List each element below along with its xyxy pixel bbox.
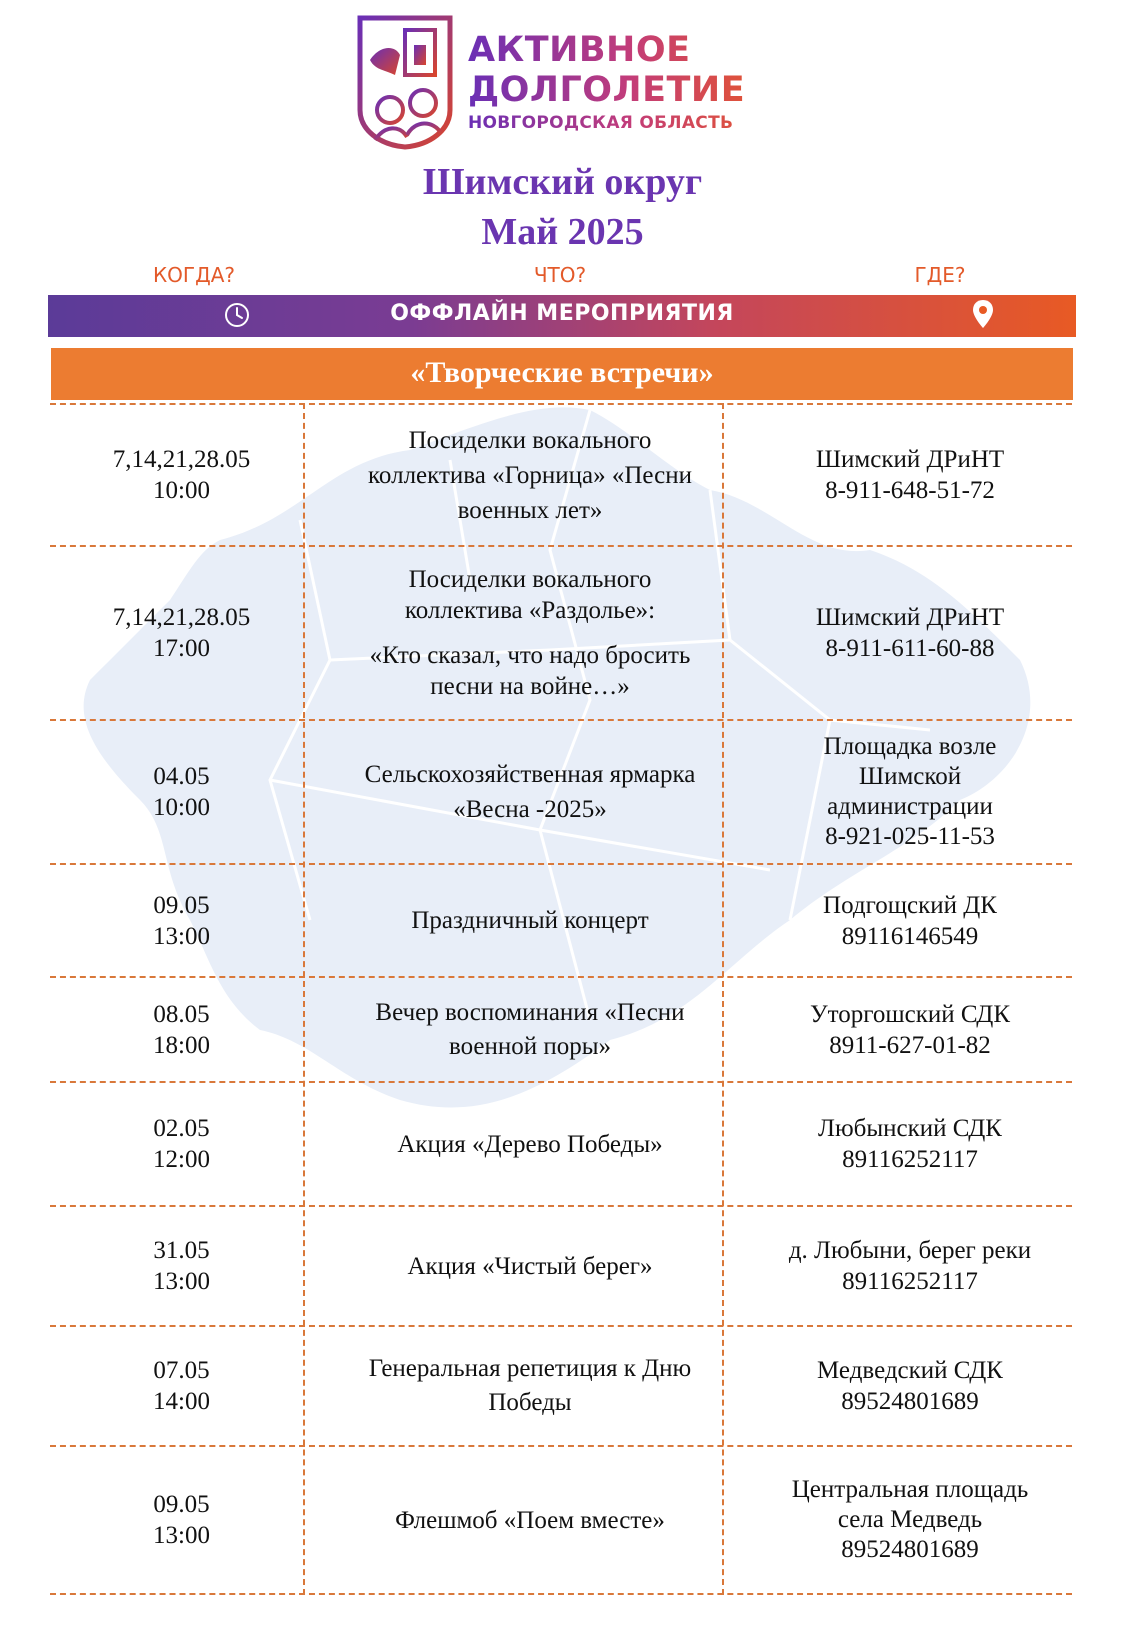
event-when: [50, 978, 313, 1081]
event-venue: села Медведь: [837, 1506, 983, 1533]
event-title-line: Посиделки вокального: [408, 566, 652, 593]
column-header-when: КОГДА?: [152, 263, 236, 287]
event-phone: 89524801689: [841, 1536, 979, 1563]
event-where: [748, 405, 1072, 545]
event-date: 7,14,21,28.05: [112, 446, 251, 473]
event-what: [315, 1447, 745, 1593]
event-title-line: Акция «Дерево Победы»: [397, 1130, 663, 1158]
event-what: [315, 547, 745, 719]
event-when: [50, 1447, 313, 1593]
location-pin-icon: [971, 299, 995, 329]
event-date: 09.05: [153, 1491, 210, 1518]
event-when: [50, 547, 313, 719]
event-venue: администрации: [827, 793, 993, 820]
event-title-line: коллектива «Раздолье»:: [404, 597, 656, 624]
event-what: [315, 721, 745, 863]
section-header: [51, 348, 1073, 400]
event-venue: Подгощский ДК: [823, 891, 997, 919]
event-title-line: коллектива «Горница» «Песни: [368, 461, 692, 489]
event-title-line: Флешмоб «Поем вместе»: [395, 1506, 665, 1534]
event-when: [50, 865, 313, 976]
event-title-line: Праздничный концерт: [411, 907, 649, 934]
banner-label: ОФФЛАЙН МЕРОПРИЯТИЯ: [390, 301, 734, 326]
event-date: 7,14,21,28.05: [112, 604, 251, 631]
event-time: 13:00: [153, 1268, 210, 1295]
event-phone: 8-921-025-11-53: [825, 823, 995, 850]
event-where: [748, 1447, 1072, 1593]
table-row: [50, 865, 1072, 976]
event-title-line: «Весна -2025»: [453, 796, 607, 823]
table-row: [50, 1083, 1072, 1205]
logo-emblem-icon: [355, 15, 455, 150]
logo-title-line2: ДОЛГОЛЕТИЕ: [468, 70, 788, 110]
event-venue: Центральная площадь: [791, 1476, 1029, 1503]
month-title: Май 2025: [481, 211, 644, 253]
event-time: 18:00: [153, 1031, 210, 1059]
event-date: 31.05: [153, 1237, 210, 1264]
section-title: «Творческие встречи»: [410, 356, 714, 389]
table-row: [50, 1207, 1072, 1325]
event-time: 13:00: [153, 1522, 210, 1549]
event-venue: Шимской: [858, 763, 962, 790]
event-when: [50, 1327, 313, 1445]
event-where: [748, 865, 1072, 976]
event-title-line: военных лет»: [457, 496, 603, 524]
event-time: 17:00: [153, 635, 210, 662]
logo-title-line1: АКТИВНОЕ: [468, 30, 788, 70]
event-when: [50, 721, 313, 863]
event-date: 08.05: [153, 1000, 210, 1028]
event-date: 07.05: [153, 1357, 210, 1384]
event-what: [315, 1327, 745, 1445]
column-header-what: ЧТО?: [533, 263, 587, 287]
event-what: [315, 405, 745, 545]
table-row: [50, 1327, 1072, 1445]
event-when: [50, 1083, 313, 1205]
event-venue: Площадка возле: [823, 733, 997, 760]
table-row: [50, 1447, 1072, 1593]
event-venue: Медведский СДК: [817, 1357, 1003, 1384]
event-what: [315, 1207, 745, 1325]
table-row: [50, 721, 1072, 863]
event-time: 12:00: [153, 1146, 210, 1173]
event-date: 09.05: [153, 891, 210, 919]
event-where: [748, 978, 1072, 1081]
event-title-line: Генеральная репетиция к Дню: [368, 1355, 692, 1382]
event-where: [748, 1083, 1072, 1205]
event-venue: Шимский ДРиНТ: [815, 604, 1005, 631]
event-venue: д. Любыни, берег реки: [788, 1237, 1032, 1264]
table-row: [50, 547, 1072, 719]
event-where: [748, 1327, 1072, 1445]
event-phone: 89116146549: [841, 922, 979, 950]
event-date: 02.05: [153, 1115, 210, 1142]
event-title-line: Акция «Чистый берег»: [407, 1252, 653, 1280]
event-title-line: военной поры»: [448, 1032, 612, 1060]
event-venue: Любынский СДК: [818, 1115, 1002, 1142]
table-row: [50, 405, 1072, 545]
event-title-line: Победы: [488, 1389, 572, 1416]
event-phone: 89116252117: [842, 1146, 978, 1173]
offline-events-banner: [48, 295, 1076, 337]
event-title-line: Посиделки вокального: [408, 426, 652, 454]
event-time: 13:00: [153, 922, 210, 950]
event-what: [315, 865, 745, 976]
event-date: 04.05: [153, 763, 210, 790]
event-time: 10:00: [153, 794, 210, 821]
event-phone: 89116252117: [842, 1268, 978, 1295]
event-time: 14:00: [153, 1388, 210, 1415]
event-venue: Уторгошский СДК: [809, 1000, 1011, 1028]
event-phone: 8-911-611-60-88: [825, 635, 995, 662]
event-where: [748, 721, 1072, 863]
event-venue: Шимский ДРиНТ: [815, 446, 1005, 473]
event-what: [315, 1083, 745, 1205]
event-phone: 8911-627-01-82: [829, 1031, 991, 1059]
event-when: [50, 405, 313, 545]
event-when: [50, 1207, 313, 1325]
logo-wordmark: [468, 30, 788, 134]
event-where: [748, 1207, 1072, 1325]
logo-region: НОВГОРОДСКАЯ ОБЛАСТЬ: [468, 112, 788, 134]
row-divider: [50, 1593, 1072, 1595]
event-title-line: песни на войне…»: [430, 673, 630, 700]
event-time: 10:00: [153, 477, 210, 504]
district-title: Шимский округ: [422, 161, 703, 203]
column-header-where: ГДЕ?: [914, 263, 966, 287]
event-what: [315, 978, 745, 1081]
table-row: [50, 978, 1072, 1081]
event-title-line: Сельскохозяйственная ярмарка: [364, 761, 696, 788]
event-phone: 89524801689: [841, 1388, 979, 1415]
event-where: [748, 547, 1072, 719]
event-title-line: Вечер воспоминания «Песни: [375, 998, 685, 1026]
event-phone: 8-911-648-51-72: [825, 477, 995, 504]
event-title-line: «Кто сказал, что надо бросить: [369, 642, 691, 669]
